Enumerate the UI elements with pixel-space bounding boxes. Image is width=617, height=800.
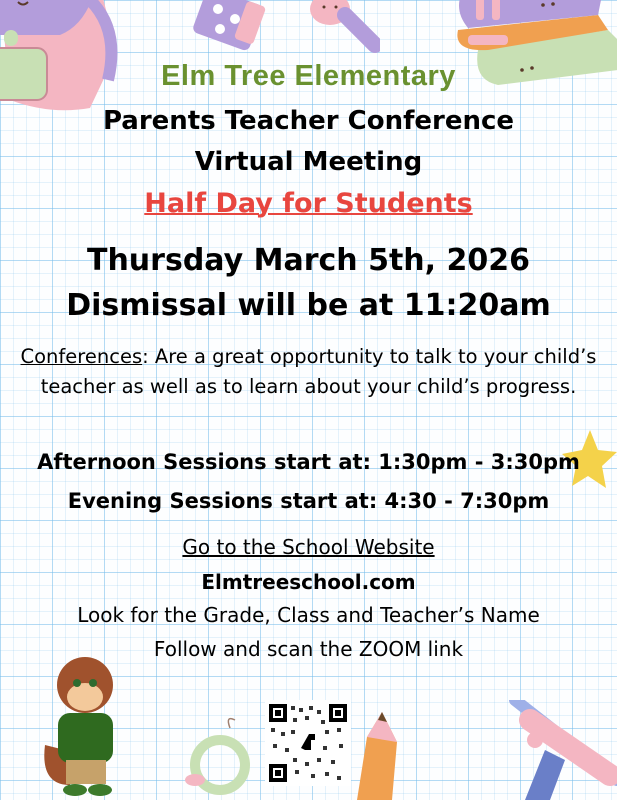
page-title: Parents Teacher Conference — [102, 106, 515, 136]
chipmunk-mascot-icon — [40, 655, 135, 800]
pencil-case-icon — [190, 0, 270, 55]
backpack-icon — [0, 0, 120, 115]
afternoon-sessions: Afternoon Sessions start at: 1:30pm - 3:30pm — [37, 450, 580, 474]
conferences-text: : Are a great opportunity to talk to your child’s teacher as well as to learn about your child’s progress. — [40, 345, 597, 398]
evening-sessions: Evening Sessions start at: 4:30 - 7:30pm — [67, 489, 550, 513]
pencil-icon — [352, 712, 402, 800]
school-name: Elm Tree Elementary — [161, 60, 456, 92]
zoom-instructions: Follow and scan the ZOOM link — [153, 637, 464, 661]
lookup-instructions: Look for the Grade, Class and Teacher’s Name — [77, 603, 540, 627]
conferences-description — [14, 342, 603, 402]
scissors-icon — [175, 710, 265, 800]
bunny-pen-icon — [290, 0, 380, 55]
dismissal-time: Dismissal will be at 11:20am — [66, 288, 551, 323]
website-link[interactable]: Elmtreeschool.com — [201, 570, 416, 594]
glue-gun-icon — [505, 700, 617, 800]
event-date: Thursday March 5th, 2026 — [86, 243, 530, 278]
website-prompt[interactable]: Go to the School Website — [182, 535, 435, 559]
half-day-notice: Half Day for Students — [144, 188, 473, 219]
meeting-type: Virtual Meeting — [194, 147, 423, 177]
qr-code-icon[interactable] — [265, 700, 351, 786]
conferences-label: Conferences — [20, 345, 143, 368]
